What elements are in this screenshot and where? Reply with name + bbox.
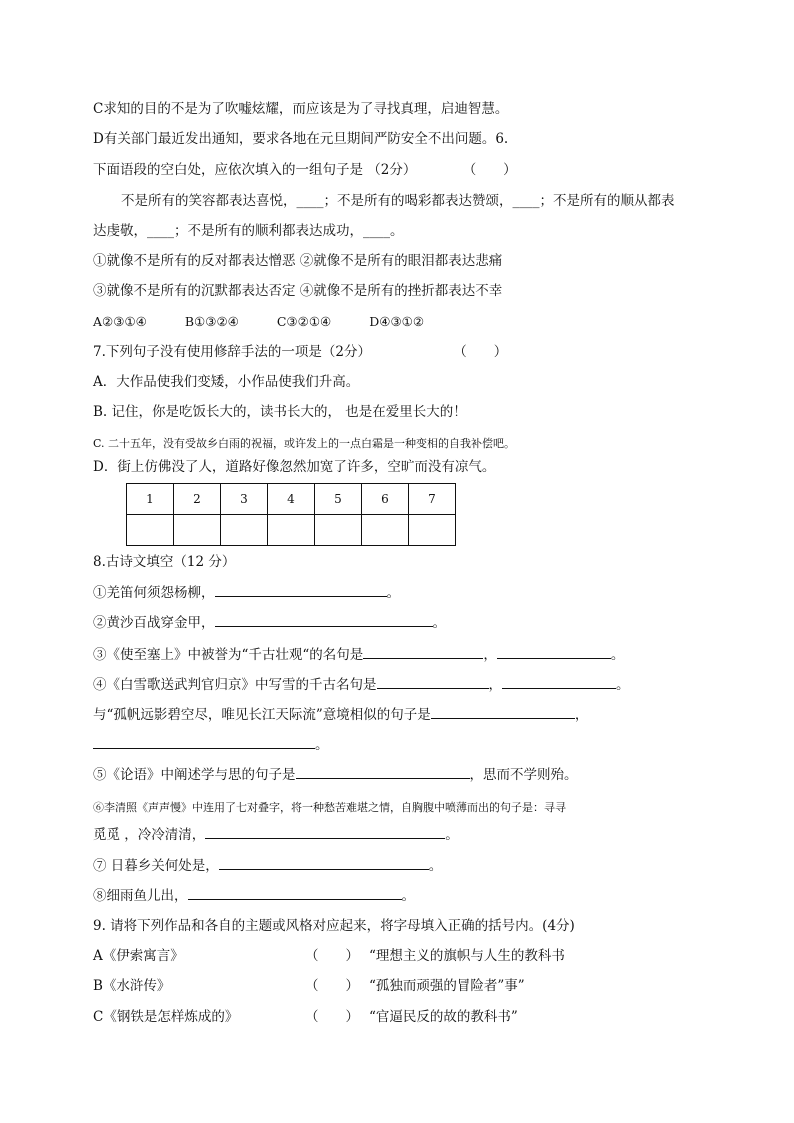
q8-item-1-text: ①羌笛何须怨杨柳，	[93, 585, 215, 601]
q7-stem	[93, 343, 507, 361]
q6-option-b: B①③②④	[184, 314, 239, 329]
answer-table-header: 1	[127, 484, 174, 515]
q8-item-6-text: ⑤《论语》中阐述学与思的句子是	[93, 767, 296, 783]
q8-item-4-text: ④《白雪歌送武判官归京》中写雪的千古名句是	[93, 677, 377, 693]
q9-row-b	[93, 977, 525, 995]
q8-item-4-blank-2[interactable]	[502, 676, 616, 689]
answer-table-header-row	[127, 484, 456, 515]
q8-item-1-blank[interactable]	[215, 584, 387, 597]
q9-paren-b[interactable]: （ ）	[305, 978, 359, 994]
q6-sentences-1: ①就像不是所有的反对都表达憎恶 ②就像不是所有的眼泪都表达悲痛	[93, 253, 503, 269]
q9-paren-a[interactable]: （ ）	[305, 948, 359, 964]
q6-stem-text: 下面语段的空白处，应依次填入的一组句子是 （2分）	[93, 162, 417, 178]
q8-item-5-period: 。	[315, 737, 329, 753]
q6-option-d: D④③①②	[369, 314, 425, 329]
q8-item-2-period: 。	[432, 615, 446, 631]
q5-option-c: C求知的目的不是为了吹嘘炫耀，而应该是为了寻找真理，启迪智慧。	[93, 101, 509, 117]
q8-item-8	[93, 857, 442, 875]
q5-option-d: D有关部门最近发出通知，要求各地在元旦期间严防安全不出问题。6.	[93, 131, 509, 147]
q8-item-8-text: ⑦ 日暮乡关何处是，	[93, 858, 219, 874]
q8-item-5-text: 与“孤帆远影碧空尽，唯见长江天际流”意境相似的句子是	[93, 707, 431, 723]
answer-cell[interactable]	[362, 515, 409, 546]
answer-table-header: 2	[174, 484, 221, 515]
q8-item-3	[93, 646, 624, 664]
q8-item-3-period: 。	[610, 647, 625, 663]
q9-row-c	[93, 1008, 518, 1026]
answer-cell[interactable]	[221, 515, 268, 546]
answer-cell[interactable]	[174, 515, 221, 546]
q9-paren-c[interactable]: （ ）	[305, 1009, 359, 1025]
q8-item-4-blank-1[interactable]	[377, 676, 489, 689]
q9-theme-b: “孤独而顽强的冒险者”事”	[369, 978, 525, 994]
q9-work-a: A《伊索寓言》	[93, 948, 184, 964]
q7-option-c: C. 二十五年，没有受故乡白雨的祝福，或许发上的一点白霜是一种变相的自我补偿吧。	[93, 437, 516, 450]
q8-item-2	[93, 614, 446, 632]
answer-table	[126, 483, 456, 546]
answer-table-header: 4	[268, 484, 315, 515]
q8-item-9-period: 。	[401, 888, 415, 904]
answer-table-header: 7	[409, 484, 456, 515]
answer-table-answer-row	[127, 515, 456, 546]
q8-item-7: ⑥李清照《声声慢》中连用了七对叠字，将一种愁苦难堪之情，自胸腹中喷薄而出的句子是：寻寻	[93, 801, 566, 814]
q8-item-1-period: 。	[386, 585, 400, 601]
q8-item-7-text: 觅觅 ，冷冷清清，	[93, 827, 206, 843]
answer-cell[interactable]	[409, 515, 456, 546]
q8-item-5-blank-2[interactable]	[93, 736, 315, 749]
q8-item-1	[93, 584, 400, 602]
q6-passage-line-1: 不是所有的笑容都表达喜悦，____；不是所有的喝彩都表达赞颂，____；不是所有的顺从都表	[121, 193, 675, 209]
q9-work-c: C《钢铁是怎样炼成的》	[93, 1009, 239, 1025]
answer-table-header: 6	[362, 484, 409, 515]
q8-item-9-blank[interactable]	[188, 887, 402, 900]
q8-item-4-comma: ，	[488, 677, 502, 693]
q8-item-5	[93, 706, 588, 724]
q8-item-3-blank-2[interactable]	[497, 646, 611, 659]
q8-item-3-comma: ，	[483, 647, 497, 663]
q8-item-2-blank[interactable]	[215, 614, 433, 627]
q7-option-a: A．大作品使我们变矮，小作品使我们升高。	[93, 374, 360, 390]
q8-item-9-text: ⑧细雨鱼儿出，	[93, 888, 188, 904]
q6-passage-line-2: 达虔敬，____；不是所有的顺利都表达成功，____。	[93, 223, 404, 239]
q8-item-5-blank-1[interactable]	[431, 706, 575, 719]
q8-item-3-text: ③《使至塞上》中被誉为“千古壮观“的名句是	[93, 647, 364, 663]
q9-work-b: B《水浒传》	[93, 978, 171, 994]
q7-stem-text: 7.下列句子没有使用修辞手法的一项是（2分）	[93, 344, 371, 360]
q8-item-3-blank-1[interactable]	[363, 646, 483, 659]
q9-theme-c: “官逼民反的故的教科书”	[369, 1009, 518, 1025]
q8-item-5-comma: ，	[574, 707, 589, 723]
q7-option-b: B. 记住，你是吃饭长大的，读书长大的， 也是在爱里长大的！	[93, 404, 467, 420]
q8-item-4-period: 。	[616, 677, 630, 693]
q7-option-d: D．街上仿佛没了人，道路好像忽然加宽了许多，空旷而没有凉气。	[93, 459, 496, 475]
q8-item-9	[93, 887, 415, 905]
q8-item-6-tail: ，思而不学则殆。	[469, 767, 578, 783]
q6-sentences-2: ③就像不是所有的沉默都表达否定 ④就像不是所有的挫折都表达不幸	[93, 283, 503, 299]
q8-item-5-continued	[93, 736, 329, 754]
q6-stem	[93, 161, 517, 179]
q6-option-a: A②③①④	[93, 314, 147, 329]
q8-item-4	[93, 676, 630, 694]
q9-stem: 9. 请将下列作品和各自的主题或风格对应起来，将字母填入正确的括号内。(4分)	[93, 918, 575, 934]
q7-answer-paren: （ ）	[453, 344, 508, 360]
q9-row-a	[93, 947, 565, 965]
q8-item-6	[93, 766, 578, 784]
q8-item-8-blank[interactable]	[219, 857, 429, 870]
answer-cell[interactable]	[315, 515, 362, 546]
answer-cell[interactable]	[268, 515, 315, 546]
q8-item-2-text: ②黄沙百战穿金甲，	[93, 615, 215, 631]
q8-item-6-blank[interactable]	[296, 766, 470, 779]
q6-option-c: C③②①④	[276, 314, 332, 329]
q9-theme-a: “理想主义的旗帜与人生的教科书	[369, 948, 565, 964]
q8-item-7-continued	[93, 826, 459, 844]
q8-title: 8.古诗文填空（12 分）	[93, 554, 236, 570]
q8-item-8-period: 。	[428, 858, 443, 874]
q8-item-7-period: 。	[445, 827, 459, 843]
q8-item-7-blank[interactable]	[205, 826, 445, 839]
answer-table-header: 5	[315, 484, 362, 515]
q6-options	[93, 313, 458, 331]
answer-cell[interactable]	[127, 515, 174, 546]
q6-answer-paren: （ ）	[462, 162, 517, 178]
answer-table-header: 3	[221, 484, 268, 515]
